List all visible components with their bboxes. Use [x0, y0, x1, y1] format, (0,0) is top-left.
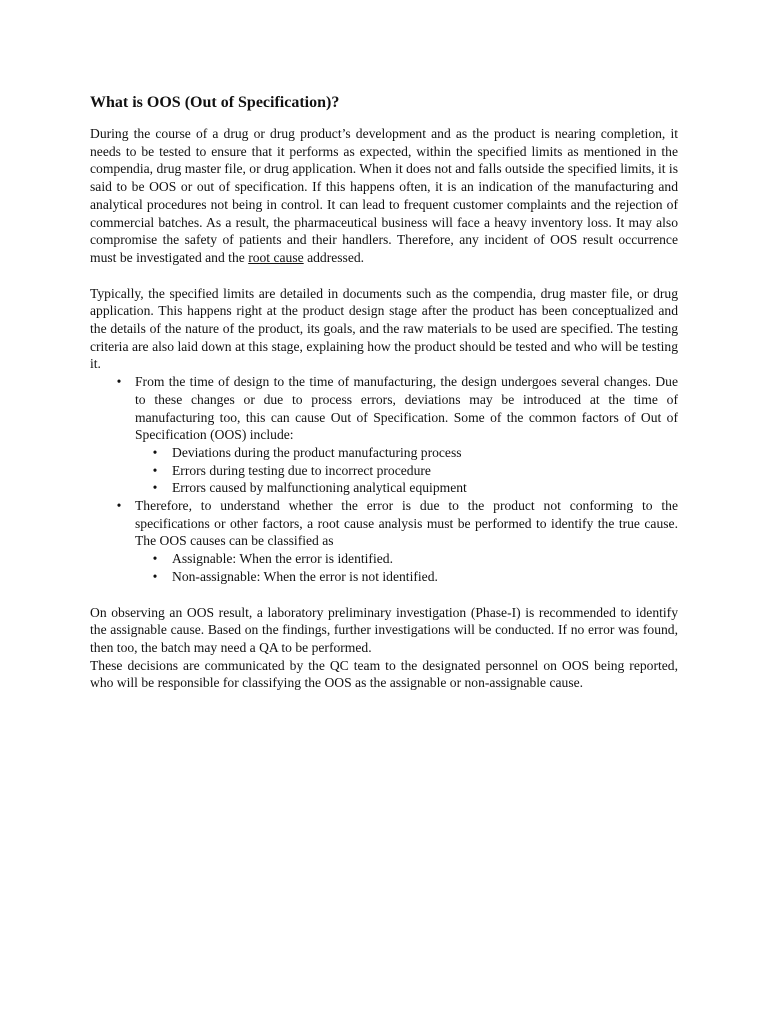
- bullet-icon: •: [152, 551, 158, 567]
- bullet-icon: •: [152, 444, 158, 460]
- list-item-text: Therefore, to understand whether the error is due to the product not conforming to the specifications or other factors, a root cause analysis must be performed to identify the true cause. The OOS causes can be classified as: [135, 498, 678, 549]
- decisions-paragraph: These decisions are communicated by the QC team to the designated personnel on OOS being reported, who will be responsible for classifying the OOS as the assignable or non-assignable cause.: [90, 657, 678, 691]
- sublist-item: [135, 444, 678, 462]
- list-item-text: From the time of design to the time of manufacturing, the design undergoes several changes. Due to these changes or due to process errors, deviations may be introduced at the time of manufacturing too, this can cause Out of Specification. Some of the common factors of Out of Specification (OOS) include:: [135, 374, 678, 443]
- sublist-item-text: Errors caused by malfunctioning analytical equipment: [172, 480, 467, 496]
- bullet-icon: •: [116, 374, 122, 390]
- bullet-icon: •: [116, 498, 122, 514]
- document-title: What is OOS (Out of Specification)?: [90, 94, 340, 111]
- intro-text-end: addressed.: [303, 249, 365, 265]
- sublist-item: [135, 479, 678, 497]
- paragraph-gap: [90, 267, 678, 285]
- factors-list: [90, 373, 678, 585]
- sublist-item: [135, 568, 678, 586]
- bullet-icon: •: [152, 462, 158, 478]
- sublist-item-text: Errors during testing due to incorrect procedure: [172, 462, 431, 478]
- sublist-item: [135, 550, 678, 568]
- document-page: [90, 93, 678, 692]
- paragraph-gap: [90, 586, 678, 604]
- sublist-item-text: Deviations during the product manufacturing process: [172, 444, 462, 460]
- investigation-paragraph: On observing an OOS result, a laboratory preliminary investigation (Phase-I) is recommended to identify the assignable cause. Based on the findings, further investigations will be conducted. If no error was found, then too, the batch may need a QA to be performed.: [90, 604, 678, 655]
- bullet-icon: •: [152, 568, 158, 584]
- list-item: [90, 373, 678, 497]
- intro-paragraph: [90, 125, 678, 267]
- sublist-item-text: Non-assignable: When the error is not identified.: [172, 568, 438, 584]
- bullet-icon: •: [152, 480, 158, 496]
- oos-causes-sublist: [135, 550, 678, 585]
- list-item: [90, 497, 678, 586]
- oos-factors-sublist: [135, 444, 678, 497]
- specified-limits-paragraph: Typically, the specified limits are detailed in documents such as the compendia, drug master file, or drug application. This happens right at the product design stage after the product has been conceptualized and the details of the nature of the product, its goals, and the raw materials to be used are specified. The testing criteria are also laid down at this stage, explaining how the product should be tested and who will be testing it.: [90, 285, 678, 372]
- sublist-item-text: Assignable: When the error is identified.: [172, 551, 393, 567]
- sublist-item: [135, 462, 678, 480]
- root-cause-link[interactable]: root cause: [248, 249, 304, 265]
- intro-text: During the course of a drug or drug product’s development and as the product is nearing completion, it needs to be tested to ensure that it performs as expected, within the specified limits as mentioned in the compendia, drug master file, or drug application. When it does not and falls outside the specified limits, it is said to be OOS or out of specification. If this happens often, it is an indication of the manufacturing and analytical procedures not being in control. It can lead to frequent customer complaints and the rejection of commercial batches. As a result, the pharmaceutical business will face a heavy inventory loss. It may also compromise the safety of patients and their handlers. Therefore, any incident of OOS result occurrence must be investigated and the: [90, 126, 678, 265]
